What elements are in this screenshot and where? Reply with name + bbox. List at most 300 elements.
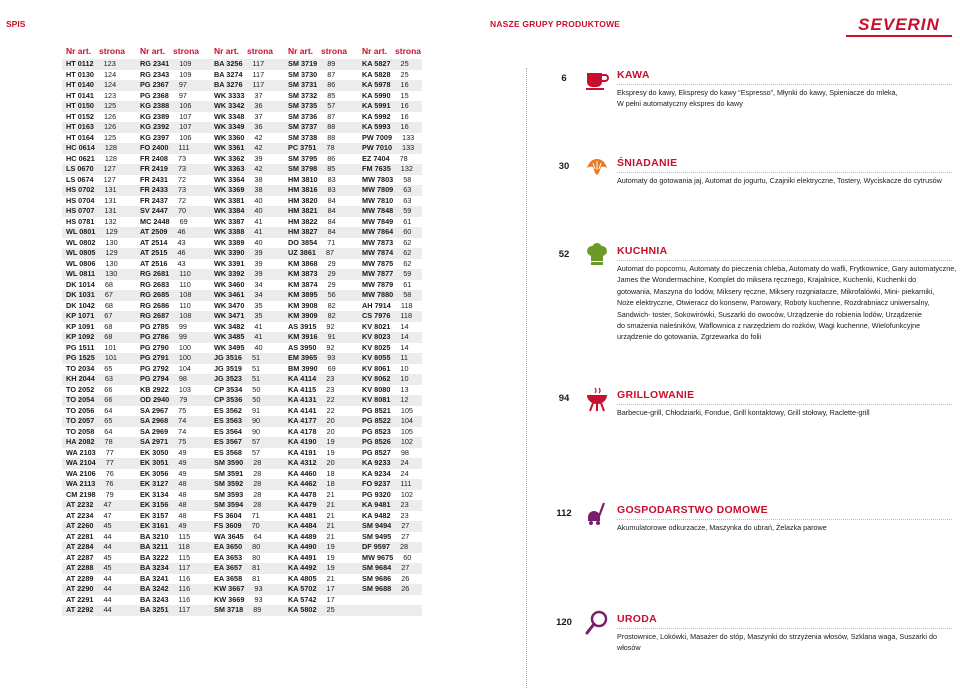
index-entry: [288, 353, 335, 364]
index-entry: [140, 479, 187, 490]
article-number: BA 3243: [140, 594, 169, 604]
page-number: 116: [178, 584, 191, 593]
table-row: [62, 406, 422, 417]
top-left-label: SPIS: [6, 19, 26, 29]
index-entry: [214, 59, 264, 70]
article-number: WK 3362: [214, 153, 245, 163]
index-entry: [214, 364, 260, 375]
index-entry: [288, 154, 335, 165]
category-divider: [617, 628, 952, 629]
page-number: 41: [254, 321, 263, 331]
index-entry: [288, 301, 336, 312]
page-number: 71: [327, 237, 336, 247]
index-entry: [140, 353, 191, 364]
description-line: W pełni automatyczny ekspres do kawy: [617, 99, 743, 109]
index-entry: [66, 563, 112, 574]
page-number: 101: [104, 353, 117, 362]
page-number: 111: [178, 143, 190, 152]
article-number: EA 3657: [214, 563, 243, 572]
index-entry: [288, 59, 335, 70]
article-number: BA 3241: [140, 573, 169, 583]
index-entry: [214, 290, 263, 301]
page-number: 14: [400, 321, 409, 331]
index-entry: [288, 259, 336, 270]
index-entry: [140, 605, 190, 616]
table-row: [62, 70, 422, 81]
page-number: 64: [253, 531, 262, 541]
page-number: 49: [178, 468, 187, 478]
page-number: 83: [327, 174, 336, 184]
article-number: KV 8021: [362, 321, 391, 331]
article-number: EK 3161: [140, 521, 169, 530]
index-entry: [214, 217, 263, 228]
article-number: KA 4114: [288, 374, 317, 383]
page-number: 131: [104, 206, 117, 215]
article-number: HC 0621: [66, 153, 95, 163]
index-entry: [140, 91, 187, 102]
page-number: 45: [103, 552, 112, 562]
article-number: KA 5990: [362, 90, 391, 100]
article-number: KA 4191: [288, 447, 317, 457]
index-entry: [214, 374, 260, 385]
article-number: KA 5802: [288, 605, 317, 614]
index-column-headers: [66, 46, 436, 56]
page-number: 45: [103, 563, 112, 572]
page-number: 67: [104, 311, 113, 320]
article-number: WK 3495: [214, 342, 245, 352]
page-number: 72: [178, 195, 187, 205]
index-entry: [140, 143, 190, 154]
article-number: MW 7873: [362, 237, 394, 247]
page-number: 39: [254, 258, 263, 268]
page-number: 101: [104, 342, 117, 352]
article-number: WA 2113: [66, 479, 96, 488]
index-entry: [214, 553, 260, 564]
article-number: KV 8025: [362, 342, 391, 352]
index-entry: [66, 374, 113, 385]
page-number: 19: [326, 437, 335, 446]
table-row: [62, 563, 422, 574]
index-entry: [66, 112, 116, 123]
article-number: KA 9233: [362, 458, 391, 467]
article-number: AT 2288: [66, 563, 94, 572]
page-number: 84: [327, 195, 336, 205]
article-number: AT 2289: [66, 573, 94, 583]
table-row: [62, 385, 422, 396]
page-number: 12: [400, 395, 409, 404]
index-entry: [214, 154, 263, 165]
index-entry: [214, 70, 264, 81]
index-entry: [288, 196, 336, 207]
index-entry: [362, 353, 408, 364]
page-number: 80: [252, 542, 261, 551]
page-number: 34: [254, 279, 263, 289]
index-entry: [214, 143, 263, 154]
article-number: EK 3056: [140, 468, 169, 478]
index-entry: [288, 227, 336, 238]
table-row: [62, 80, 422, 91]
article-number: SM 3735: [288, 101, 318, 110]
index-entry: [66, 217, 117, 228]
index-entry: [66, 364, 112, 375]
page-number: 23: [326, 374, 335, 383]
index-entry: [140, 364, 191, 375]
index-entry: [362, 574, 409, 585]
article-number: KA 5978: [362, 80, 391, 89]
article-number: DK 1031: [66, 290, 95, 299]
article-number: MW 7809: [362, 185, 394, 194]
article-number: KP 1091: [66, 321, 95, 331]
index-entry: [140, 584, 190, 595]
index-entry: [214, 542, 260, 553]
page-number: 105: [400, 426, 413, 436]
index-entry: [362, 206, 411, 217]
article-number: AT 2516: [140, 258, 168, 268]
index-entry: [288, 70, 335, 81]
page-number: 78: [399, 153, 408, 163]
page-number: 117: [252, 69, 265, 79]
article-number: KM 3916: [288, 332, 318, 341]
article-number: KA 5742: [288, 594, 317, 604]
page-number: 50: [252, 384, 261, 394]
page-number: 86: [327, 153, 336, 163]
article-number: ES 3562: [214, 405, 242, 415]
column-header: [140, 46, 199, 56]
index-entry: [66, 175, 116, 186]
category-description: [617, 631, 957, 654]
page-number: 18: [326, 468, 335, 478]
description-line: Prostownice, Lokówki, Masażer do stóp, Maszynki do strzyżenia włosów, Szklana waga, Suszarki do włosów: [617, 632, 937, 653]
article-number: SA 2971: [140, 437, 169, 446]
page-number: 45: [103, 521, 112, 530]
page-number: 61: [403, 279, 412, 289]
page-number: 58: [403, 174, 412, 184]
article-number: BA 3276: [214, 80, 243, 89]
category-description: [617, 175, 957, 186]
article-number: ES 3564: [214, 426, 242, 436]
page-number: 15: [400, 90, 409, 100]
page-number: 79: [105, 489, 114, 499]
page-number: 28: [253, 500, 262, 509]
page-number: 130: [105, 258, 118, 268]
table-row: [62, 185, 422, 196]
index-entry: [214, 521, 260, 532]
page-number: 128: [104, 143, 117, 152]
description-line: urządzenie do gotowania, Zgrzewarka do folii: [617, 332, 762, 342]
page-number: 118: [178, 542, 190, 551]
category-title: ŚNIADANIE: [617, 157, 678, 169]
index-entry: [66, 143, 117, 154]
index-entry: [288, 332, 336, 343]
index-entry: [66, 584, 112, 595]
index-entry: [362, 185, 411, 196]
header-page-label: strona: [247, 46, 274, 56]
page-number: 110: [179, 300, 191, 310]
page-number: 48: [178, 510, 187, 520]
page-number: 17: [326, 594, 335, 604]
article-number: HA 2082: [66, 437, 95, 446]
column-header: [288, 46, 347, 56]
article-number: TO 2058: [66, 426, 95, 436]
category-divider: [617, 519, 952, 520]
index-entry: [362, 458, 409, 469]
index-entry: [288, 80, 335, 91]
index-entry: [288, 143, 335, 154]
page-number: 46: [177, 227, 186, 236]
index-entry: [66, 196, 117, 207]
page-number: 62: [403, 258, 412, 268]
article-number: KA 4178: [288, 426, 317, 436]
article-number: WA 2103: [66, 447, 96, 457]
page-number: 106: [179, 101, 192, 110]
page-number: 25: [400, 59, 409, 68]
article-number: AT 2290: [66, 584, 94, 593]
column-divider: [526, 68, 528, 688]
index-entry: [66, 511, 112, 522]
croissant-icon: [584, 154, 610, 180]
page-number: 29: [327, 279, 336, 289]
index-entry: [140, 217, 188, 228]
article-number: RG 2681: [140, 269, 170, 278]
index-entry: [214, 584, 263, 595]
article-number: FR 2437: [140, 195, 168, 205]
page-number: 27: [401, 563, 410, 572]
page-number: 64: [104, 426, 113, 436]
page-number: 132: [400, 164, 413, 173]
page-number: 87: [327, 69, 336, 79]
index-entry: [288, 217, 336, 228]
index-entry: [288, 437, 335, 448]
index-entry: [140, 227, 186, 238]
index-entry: [140, 59, 191, 70]
index-entry: [362, 542, 408, 553]
article-number: HS 0702: [66, 185, 95, 194]
article-number: SM 3590: [214, 458, 244, 467]
article-number: KA 4479: [288, 500, 317, 509]
article-number: PW 7010: [362, 143, 393, 152]
article-number: PG 2785: [140, 321, 169, 331]
description-line: do smażenia naleśników, Waﬂownica z narzędziem do rożków, Wagi kuchenne, Wielofunkcyjne: [617, 321, 921, 331]
page-number: 40: [254, 237, 263, 247]
page-number: 107: [179, 122, 192, 131]
article-number: HT 0140: [66, 80, 94, 89]
page-number: 76: [105, 479, 114, 488]
article-number: HS 0781: [66, 216, 95, 226]
index-entry: [288, 269, 336, 280]
page-number: 78: [104, 437, 113, 446]
article-number: BA 3256: [214, 59, 243, 68]
article-number: JG 3519: [214, 363, 242, 373]
table-row: [62, 490, 422, 501]
page-number: 117: [178, 563, 191, 572]
page-number: 85: [327, 90, 336, 100]
page-number: 108: [179, 311, 192, 320]
page-number: 14: [400, 332, 409, 341]
index-entry: [362, 364, 409, 375]
page-number: 21: [326, 510, 335, 520]
page-number: 61: [403, 216, 412, 226]
article-number: KA 5827: [362, 59, 391, 68]
article-number: KG 2388: [140, 101, 170, 110]
article-number: BA 3251: [140, 605, 169, 614]
page-number: 93: [254, 584, 263, 593]
page-number: 21: [326, 531, 335, 541]
article-number: KA 4489: [288, 531, 317, 541]
index-entry: [140, 553, 190, 564]
article-number: KA 4490: [288, 542, 317, 551]
index-entry: [140, 301, 191, 312]
page-number: 129: [105, 227, 118, 236]
page-number: 42: [254, 132, 263, 142]
table-row: [62, 448, 422, 459]
index-entry: [214, 164, 263, 175]
grill-icon: [584, 386, 610, 412]
article-number: KP 1092: [66, 332, 95, 341]
table-row: [62, 416, 422, 427]
index-entry: [214, 458, 261, 469]
page-number: 118: [400, 300, 413, 310]
article-number: KA 4177: [288, 416, 317, 425]
page-number: 93: [254, 594, 263, 604]
page-number: 82: [327, 300, 336, 310]
article-number: KV 8081: [362, 395, 391, 404]
article-number: KV 8061: [362, 363, 391, 373]
index-entry: [66, 437, 113, 448]
article-number: FS 3604: [214, 510, 242, 520]
article-number: MW 7874: [362, 248, 394, 257]
index-entry: [140, 70, 191, 81]
page-number: 13: [400, 384, 409, 394]
index-entry: [362, 217, 411, 228]
article-number: FO 9237: [362, 479, 391, 488]
page-number: 128: [104, 153, 117, 163]
article-number: KA 4460: [288, 468, 317, 478]
category-title: KUCHNIA: [617, 245, 668, 257]
table-row: [62, 259, 422, 270]
article-number: EK 3051: [140, 458, 169, 467]
article-number: PG 2790: [140, 342, 169, 352]
page-number: 70: [178, 206, 187, 215]
page-number: 65: [104, 363, 113, 373]
index-entry: [288, 458, 335, 469]
page-number: 56: [327, 290, 336, 299]
article-number: MW 7877: [362, 269, 394, 278]
description-line: Automat do popcornu, Automaty do pieczenia chleba, Automaty do waﬂi, Frytkownice, Gary automatyczne,: [617, 264, 957, 273]
page-number: 16: [400, 122, 409, 131]
article-number: HT 0163: [66, 122, 94, 131]
table-row: [62, 574, 422, 585]
page-number: 24: [400, 458, 409, 467]
article-number: KP 1071: [66, 311, 95, 320]
article-number: WK 3342: [214, 101, 245, 110]
index-entry: [288, 490, 335, 501]
index-entry: [214, 406, 260, 417]
index-entry: [362, 469, 409, 480]
index-entry: [140, 395, 187, 406]
index-entry: [288, 364, 336, 375]
page-number: 88: [327, 132, 336, 142]
index-entry: [288, 406, 335, 417]
page-number: 82: [327, 311, 336, 320]
page-number: 78: [326, 143, 335, 152]
vacuum-cleaner-icon: [584, 501, 610, 527]
page-number: 97: [178, 90, 187, 100]
page-number: 60: [403, 227, 412, 236]
index-entry: [362, 101, 409, 112]
article-number: KA 4805: [288, 573, 317, 583]
index-entry: [288, 500, 335, 511]
article-number: KA 4491: [288, 552, 317, 562]
page-number: 57: [252, 437, 261, 446]
index-entry: [140, 290, 191, 301]
article-number: KA 4190: [288, 437, 317, 446]
index-entry: [140, 259, 186, 270]
index-entry: [66, 542, 112, 553]
article-number: SM 9686: [362, 573, 392, 583]
index-entry: [362, 322, 409, 333]
article-number: TO 2054: [66, 395, 95, 404]
page-number: 57: [252, 447, 261, 457]
page-number: 99: [178, 321, 187, 331]
article-number: SM 3736: [288, 111, 318, 121]
article-number: FO 2400: [140, 143, 169, 152]
article-number: WK 3381: [214, 195, 245, 205]
page-number: 63: [403, 195, 412, 205]
page-number: 59: [403, 206, 412, 215]
category-divider: [617, 260, 952, 261]
index-entry: [362, 343, 409, 354]
index-entry: [66, 406, 112, 417]
article-number: SM 9684: [362, 563, 392, 572]
page-number: 93: [327, 353, 336, 362]
table-row: [62, 143, 422, 154]
article-number: WK 3387: [214, 216, 245, 226]
index-entry: [140, 458, 187, 469]
page-number: 47: [103, 510, 112, 520]
table-row: [62, 500, 422, 511]
article-number: SA 2967: [140, 405, 169, 415]
article-number: BA 3211: [140, 542, 169, 551]
page-number: 26: [401, 573, 410, 583]
page-number: 71: [251, 510, 260, 520]
article-number: EZ 7404: [362, 153, 390, 163]
index-entry: [66, 605, 112, 616]
article-number: BM 3990: [288, 363, 318, 373]
page-number: 102: [400, 437, 413, 446]
page-number: 123: [104, 90, 117, 100]
index-entry: [288, 469, 335, 480]
article-number: WK 3390: [214, 248, 245, 257]
index-entry: [288, 563, 335, 574]
article-number: PG 2794: [140, 374, 169, 383]
index-entry: [214, 605, 261, 616]
index-entry: [140, 248, 186, 259]
article-number: MW 7879: [362, 279, 394, 289]
index-entry: [140, 385, 191, 396]
article-number: PW 7009: [362, 132, 393, 142]
index-entry: [214, 322, 263, 333]
table-row: [62, 301, 422, 312]
article-number: AT 2291: [66, 594, 94, 604]
page-number: 25: [326, 605, 335, 614]
article-number: KA 4141: [288, 405, 317, 415]
page-number: 72: [178, 174, 187, 184]
article-number: RG 2343: [140, 69, 170, 79]
table-row: [62, 238, 422, 249]
index-entry: [66, 353, 117, 364]
page-number: 77: [105, 458, 114, 467]
index-entry: [288, 553, 335, 564]
